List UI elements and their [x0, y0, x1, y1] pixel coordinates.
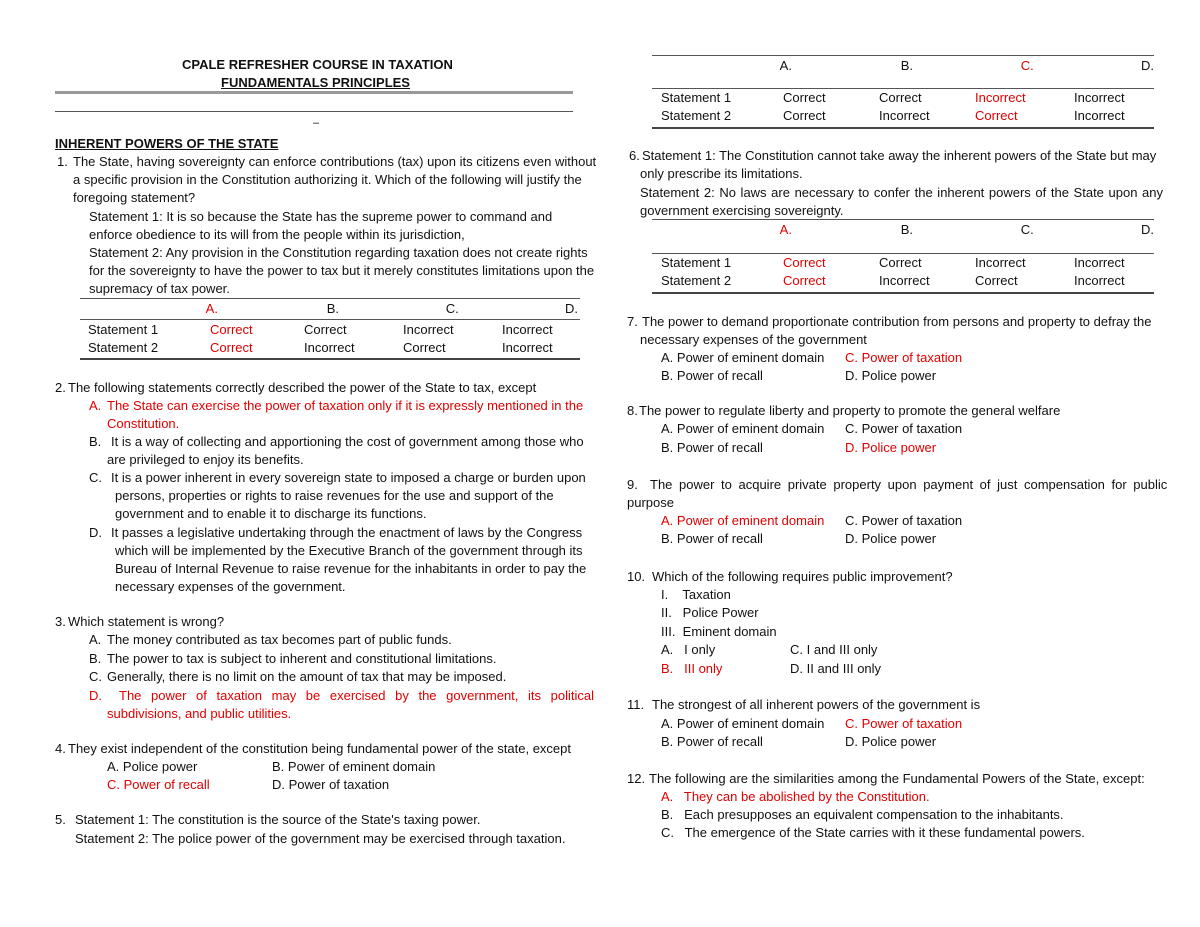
table-bottom-border: [652, 292, 1154, 294]
table-bottom-border: [80, 358, 580, 360]
answer-table-q6: [660, 221, 1154, 239]
table-header-row: A. B. C. D.: [779, 222, 1154, 237]
table-header-row: A. B. C. D.: [779, 58, 1154, 73]
table-row: Statement 2 Correct Incorrect Correct Incorrect: [88, 340, 553, 355]
table-row: Statement 2 Correct Incorrect Correct Incorrect: [661, 273, 1125, 288]
table-row: Statement 1 Correct Correct Incorrect Incorrect: [88, 322, 553, 337]
document-title: CPALE REFRESHER COURSE IN TAXATION: [182, 57, 453, 72]
table-top-border: [652, 55, 1154, 56]
answer-table-q1: [88, 300, 578, 318]
header-divider-2: [55, 111, 573, 112]
table-top-border: [652, 219, 1154, 220]
table-row: Statement 2 Correct Incorrect Correct Incorrect: [661, 108, 1125, 123]
table-top-border: [80, 298, 580, 299]
section-heading: INHERENT POWERS OF THE STATE: [55, 136, 279, 151]
table-bottom-border: [652, 127, 1154, 129]
table-row: Statement 1 Correct Correct Incorrect Incorrect: [661, 255, 1125, 270]
dash-mark: –: [313, 117, 320, 129]
header-divider: [55, 91, 573, 94]
table-header-border: [80, 319, 580, 320]
table-header-row: A. B. C. D.: [205, 301, 578, 316]
answer-table-q5: [660, 57, 1154, 75]
document-subtitle: FUNDAMENTALS PRINCIPLES: [221, 75, 410, 90]
table-row: Statement 1 Correct Correct Incorrect Incorrect: [661, 90, 1125, 105]
